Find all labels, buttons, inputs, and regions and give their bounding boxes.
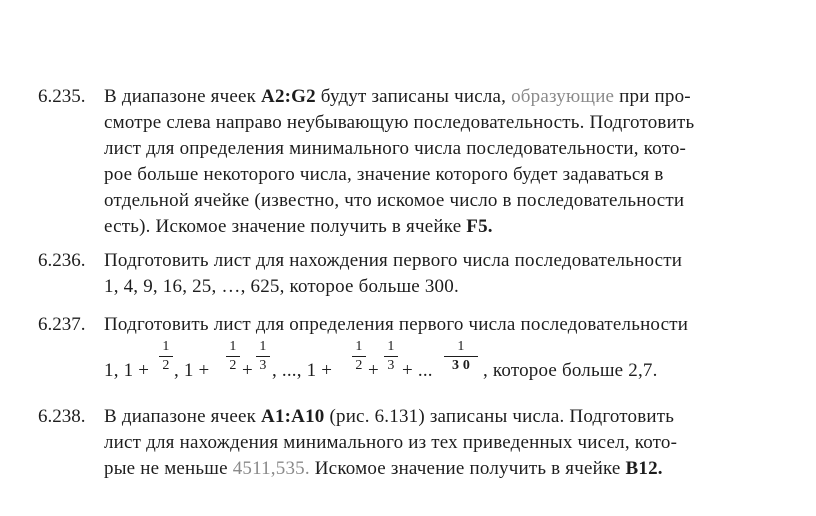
cell-ref: F5. <box>466 216 493 237</box>
text-line: отдельной ячейке (известно, что искомое число в последовательности <box>104 190 685 211</box>
text-line: есть). Искомое значение получить в ячейке F5. <box>104 216 493 237</box>
problem-6-237 <box>38 312 783 396</box>
problem-6-235 <box>38 84 783 240</box>
problem-number: 6.236. <box>38 250 86 271</box>
text-line: 1, 4, 9, 16, 25, …, 625, которое больше 300. <box>104 276 459 297</box>
problem-text <box>104 404 783 482</box>
text-line: В диапазоне ячеек A2:G2 будут записаны числа, образующие при про- <box>104 86 691 107</box>
problem-text <box>104 248 783 300</box>
fraction: 1 3 <box>256 340 270 373</box>
text-line: смотре слева направо неубывающую последовательность. Подготовить <box>104 112 695 133</box>
fraction: 1 3 0 <box>444 340 478 373</box>
cell-range: A1:A10 <box>261 406 325 427</box>
text-line: рые не меньше 4511,535. Искомое значение получить в ячейке B12. <box>104 458 663 479</box>
problem-6-236 <box>38 248 783 300</box>
fraction: 1 2 <box>352 340 366 373</box>
text-line: Подготовить лист для нахождения первого числа последовательности <box>104 250 683 271</box>
text-line: рое больше некоторого числа, значение которого будет задаваться в <box>104 164 664 185</box>
problem-number: 6.235. <box>38 86 86 107</box>
sequence-formula: 1, 1 + 1 2 , 1 + 1 2 + 1 3 , ..., 1 + 1 2 + 1 3 + ... 1 3 0 , которое больше 2,7. <box>104 339 658 381</box>
text-line: Подготовить лист для определения первого числа последовательности <box>104 314 689 335</box>
cell-ref: B12. <box>625 458 663 479</box>
cell-range: A2:G2 <box>261 86 316 107</box>
fraction: 1 2 <box>226 340 240 373</box>
fraction: 1 2 <box>159 340 173 373</box>
problem-number: 6.237. <box>38 314 86 335</box>
problem-number: 6.238. <box>38 406 86 427</box>
text-line: В диапазоне ячеек A1:A10 (рис. 6.131) записаны числа. Подготовить <box>104 406 675 427</box>
problem-text <box>104 84 783 240</box>
problem-6-238 <box>38 404 783 482</box>
fraction: 1 3 <box>384 340 398 373</box>
text-line: лист для нахождения минимального из тех приведенных чисел, кото- <box>104 432 678 453</box>
problem-text <box>104 312 783 396</box>
text-line: лист для определения минимального числа последовательности, кото- <box>104 138 687 159</box>
